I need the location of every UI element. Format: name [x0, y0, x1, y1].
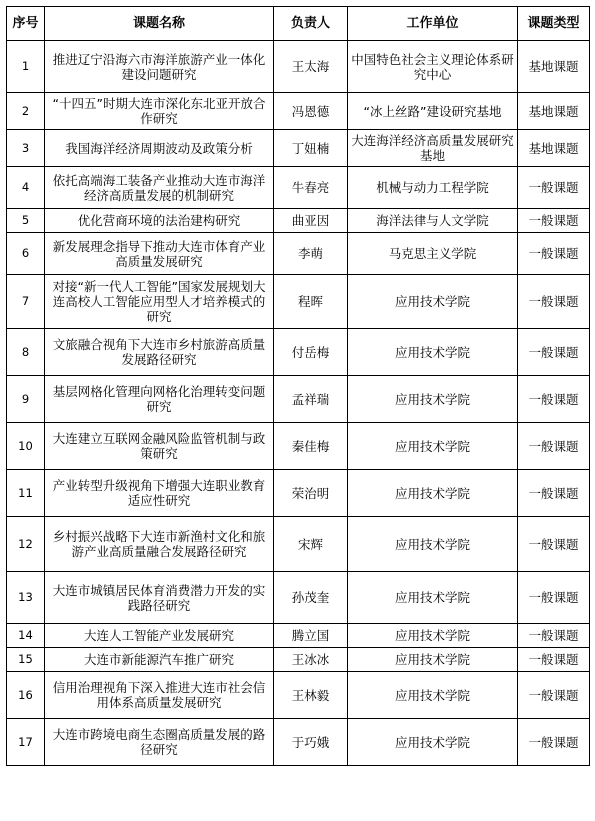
row-unit: 应用技术学院	[348, 672, 518, 719]
row-type: 一般课题	[518, 470, 590, 517]
row-leader: 冯恩德	[274, 93, 348, 130]
row-seq: 1	[7, 41, 45, 93]
row-seq: 12	[7, 517, 45, 572]
row-leader: 孟祥瑞	[274, 376, 348, 423]
row-title: 基层网格化管理向网格化治理转变问题研究	[45, 376, 274, 423]
row-leader: 曲亚因	[274, 209, 348, 233]
row-type: 一般课题	[518, 167, 590, 209]
row-type: 基地课题	[518, 130, 590, 167]
row-leader: 牛春亮	[274, 167, 348, 209]
table-row	[7, 130, 590, 167]
row-seq: 16	[7, 672, 45, 719]
row-seq: 3	[7, 130, 45, 167]
row-type: 一般课题	[518, 275, 590, 329]
row-seq: 5	[7, 209, 45, 233]
row-unit: 应用技术学院	[348, 624, 518, 648]
row-title: 新发展理念指导下推动大连市体育产业高质量发展研究	[45, 233, 274, 275]
row-title: 推进辽宁沿海六市海洋旅游产业一体化建设问题研究	[45, 41, 274, 93]
row-type: 一般课题	[518, 329, 590, 376]
row-title: 大连建立互联网金融风险监管机制与政策研究	[45, 423, 274, 470]
table-row	[7, 672, 590, 719]
row-title: 大连市城镇居民体育消费潜力开发的实践路径研究	[45, 572, 274, 624]
row-type: 基地课题	[518, 93, 590, 130]
row-unit: 应用技术学院	[348, 648, 518, 672]
row-leader: 王太海	[274, 41, 348, 93]
table-row	[7, 275, 590, 329]
row-seq: 6	[7, 233, 45, 275]
row-title: 优化营商环境的法治建构研究	[45, 209, 274, 233]
row-type: 一般课题	[518, 672, 590, 719]
row-title: “十四五”时期大连市深化东北亚开放合作研究	[45, 93, 274, 130]
row-title: 乡村振兴战略下大连市新渔村文化和旅游产业高质量融合发展路径研究	[45, 517, 274, 572]
row-seq: 4	[7, 167, 45, 209]
table-row	[7, 167, 590, 209]
table-row	[7, 41, 590, 93]
header-type: 课题类型	[518, 7, 590, 41]
row-type: 一般课题	[518, 648, 590, 672]
row-unit: 应用技术学院	[348, 376, 518, 423]
row-leader: 荣治明	[274, 470, 348, 517]
row-title: 文旅融合视角下大连市乡村旅游高质量发展路径研究	[45, 329, 274, 376]
table-row	[7, 93, 590, 130]
row-seq: 10	[7, 423, 45, 470]
table-row	[7, 517, 590, 572]
row-seq: 11	[7, 470, 45, 517]
row-type: 基地课题	[518, 41, 590, 93]
header-title: 课题名称	[45, 7, 274, 41]
row-type: 一般课题	[518, 423, 590, 470]
row-type: 一般课题	[518, 517, 590, 572]
row-type: 一般课题	[518, 209, 590, 233]
table-row	[7, 648, 590, 672]
projects-table	[6, 6, 590, 766]
row-unit: 应用技术学院	[348, 572, 518, 624]
table-row	[7, 624, 590, 648]
row-unit: 应用技术学院	[348, 470, 518, 517]
row-seq: 14	[7, 624, 45, 648]
row-type: 一般课题	[518, 233, 590, 275]
row-leader: 于巧娥	[274, 719, 348, 766]
row-unit: 海洋法律与人文学院	[348, 209, 518, 233]
header-seq: 序号	[7, 7, 45, 41]
row-seq: 8	[7, 329, 45, 376]
table-row	[7, 719, 590, 766]
row-leader: 付岳梅	[274, 329, 348, 376]
row-leader: 程晖	[274, 275, 348, 329]
row-seq: 2	[7, 93, 45, 130]
row-title: 我国海洋经济周期波动及政策分析	[45, 130, 274, 167]
row-title: 大连市新能源汽车推广研究	[45, 648, 274, 672]
row-leader: 宋辉	[274, 517, 348, 572]
row-unit: 应用技术学院	[348, 329, 518, 376]
row-leader: 秦佳梅	[274, 423, 348, 470]
row-unit: 应用技术学院	[348, 423, 518, 470]
table-row	[7, 376, 590, 423]
table-row	[7, 209, 590, 233]
row-unit: “冰上丝路”建设研究基地	[348, 93, 518, 130]
row-leader: 腾立国	[274, 624, 348, 648]
row-type: 一般课题	[518, 572, 590, 624]
row-seq: 15	[7, 648, 45, 672]
row-unit: 马克思主义学院	[348, 233, 518, 275]
row-seq: 9	[7, 376, 45, 423]
table-row	[7, 423, 590, 470]
row-title: 产业转型升级视角下增强大连职业教育适应性研究	[45, 470, 274, 517]
row-leader: 孙茂奎	[274, 572, 348, 624]
row-seq: 7	[7, 275, 45, 329]
row-unit: 中国特色社会主义理论体系研究中心	[348, 41, 518, 93]
row-seq: 13	[7, 572, 45, 624]
row-leader: 王冰冰	[274, 648, 348, 672]
table-row	[7, 329, 590, 376]
row-type: 一般课题	[518, 376, 590, 423]
row-unit: 应用技术学院	[348, 517, 518, 572]
row-type: 一般课题	[518, 624, 590, 648]
row-seq: 17	[7, 719, 45, 766]
table-row	[7, 572, 590, 624]
row-title: 对接“新一代人工智能”国家发展规划大连高校人工智能应用型人才培养模式的研究	[45, 275, 274, 329]
header-row	[7, 7, 590, 41]
table-row	[7, 470, 590, 517]
row-title: 依托高端海工装备产业推动大连市海洋经济高质量发展的机制研究	[45, 167, 274, 209]
table-row	[7, 233, 590, 275]
row-title: 大连人工智能产业发展研究	[45, 624, 274, 648]
row-unit: 应用技术学院	[348, 719, 518, 766]
row-unit: 机械与动力工程学院	[348, 167, 518, 209]
row-type: 一般课题	[518, 719, 590, 766]
row-unit: 大连海洋经济高质量发展研究基地	[348, 130, 518, 167]
header-unit: 工作单位	[348, 7, 518, 41]
header-leader: 负责人	[274, 7, 348, 41]
row-leader: 丁妞楠	[274, 130, 348, 167]
row-title: 大连市跨境电商生态圈高质量发展的路径研究	[45, 719, 274, 766]
row-title: 信用治理视角下深入推进大连市社会信用体系高质量发展研究	[45, 672, 274, 719]
row-unit: 应用技术学院	[348, 275, 518, 329]
row-leader: 李萌	[274, 233, 348, 275]
row-leader: 王林毅	[274, 672, 348, 719]
